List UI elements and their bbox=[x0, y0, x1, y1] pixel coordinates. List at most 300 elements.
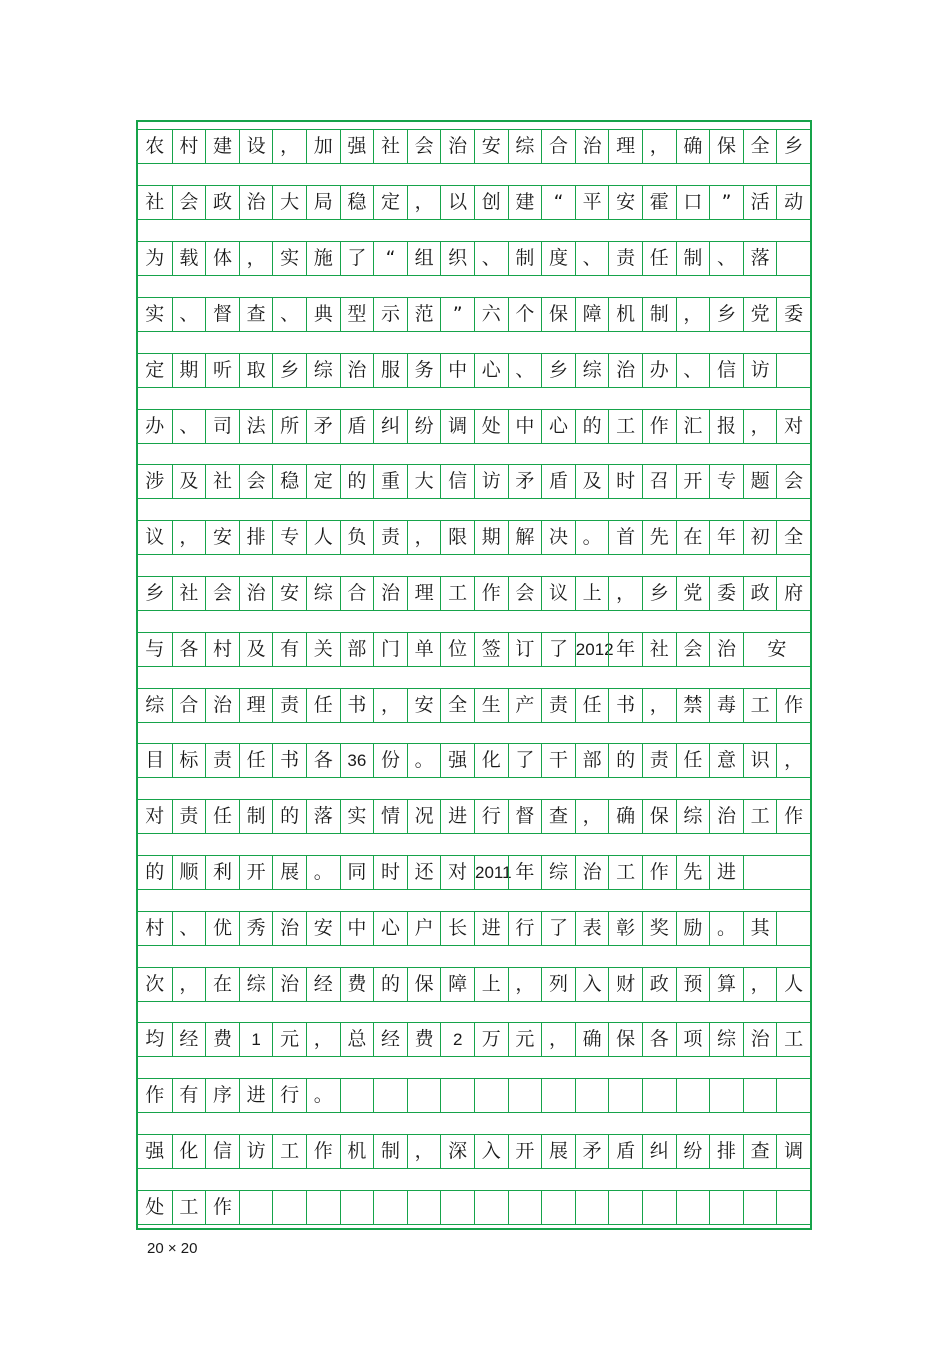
grid-cell: 安 bbox=[205, 521, 239, 554]
grid-cell bbox=[776, 242, 810, 275]
grid-cell: 列 bbox=[541, 968, 575, 1001]
grid-cell: 工 bbox=[743, 800, 777, 833]
grid-cell: ， bbox=[172, 521, 206, 554]
grid-cell bbox=[340, 1079, 374, 1112]
grid-cell: 的 bbox=[608, 744, 642, 777]
manuscript-grid bbox=[136, 120, 812, 1230]
grid-cell: 六 bbox=[474, 298, 508, 331]
grid-cell: 稳 bbox=[272, 465, 306, 498]
grid-cell: 工 bbox=[272, 1135, 306, 1168]
grid-cell: 心 bbox=[474, 354, 508, 387]
grid-cell: 治 bbox=[709, 633, 743, 666]
grid-cell: 作 bbox=[642, 856, 676, 889]
grid-cell: 责 bbox=[541, 689, 575, 722]
grid-cell bbox=[743, 1191, 777, 1224]
grid-cell: 年 bbox=[608, 633, 642, 666]
grid-cell: 型 bbox=[340, 298, 374, 331]
grid-cell: ， bbox=[407, 186, 441, 219]
grid-cell: 信 bbox=[440, 465, 474, 498]
grid-cell: 治 bbox=[239, 577, 273, 610]
grid-cell: 。 bbox=[575, 521, 609, 554]
grid-cell: 的 bbox=[575, 410, 609, 443]
grid-cell: 动 bbox=[776, 186, 810, 219]
grid-cell: 会 bbox=[172, 186, 206, 219]
grid-cell: 优 bbox=[205, 912, 239, 945]
grid-cell: 村 bbox=[145, 917, 165, 939]
grid-cell: 对 bbox=[145, 805, 165, 827]
grid-cell: 报 bbox=[709, 410, 743, 443]
grid-cell: 处 bbox=[474, 410, 508, 443]
grid-cell: 户 bbox=[407, 912, 441, 945]
grid-cell: 保 bbox=[541, 298, 575, 331]
grid-cell: 意 bbox=[709, 744, 743, 777]
grid-row bbox=[138, 688, 810, 723]
grid-cell: 政 bbox=[743, 577, 777, 610]
grid-cell: 全 bbox=[743, 130, 777, 163]
grid-cell: ， bbox=[642, 130, 676, 163]
grid-cell: 理 bbox=[239, 689, 273, 722]
grid-cell: 书 bbox=[340, 689, 374, 722]
grid-cell: 纠 bbox=[642, 1135, 676, 1168]
grid-cell: 责 bbox=[272, 689, 306, 722]
grid-cell: 行 bbox=[508, 912, 542, 945]
grid-cell: 工 bbox=[608, 410, 642, 443]
grid-cell: 毒 bbox=[709, 689, 743, 722]
grid-cell: 心 bbox=[373, 912, 407, 945]
grid-cell: 目 bbox=[145, 749, 165, 771]
grid-cell: 盾 bbox=[608, 1135, 642, 1168]
grid-cell bbox=[709, 1191, 743, 1224]
grid-cell: 会 bbox=[239, 465, 273, 498]
grid-cell bbox=[541, 1079, 575, 1112]
grid-cell: 了 bbox=[340, 242, 374, 275]
grid-cell: 、 bbox=[272, 298, 306, 331]
grid-cell: ” bbox=[709, 186, 743, 219]
grid-cell: 工 bbox=[172, 1191, 206, 1224]
grid-cell: 责 bbox=[608, 242, 642, 275]
grid-cell: 行 bbox=[272, 1079, 306, 1112]
grid-cell: 作 bbox=[205, 1191, 239, 1224]
grid-cell: 保 bbox=[608, 1023, 642, 1056]
grid-cell: 中 bbox=[340, 912, 374, 945]
grid-cell: ， bbox=[608, 577, 642, 610]
grid-cell: 委 bbox=[776, 298, 810, 331]
grid-cell: “ bbox=[373, 242, 407, 275]
grid-cell: 行 bbox=[474, 800, 508, 833]
grid-cell: 典 bbox=[306, 298, 340, 331]
grid-cell: 安 bbox=[306, 912, 340, 945]
grid-cell: 作 bbox=[145, 1084, 165, 1106]
grid-row bbox=[138, 520, 810, 555]
grid-cell: 保 bbox=[407, 968, 441, 1001]
grid-cell: 实 bbox=[145, 303, 165, 325]
grid-cell: 综 bbox=[145, 694, 165, 716]
grid-cell: 、 bbox=[508, 354, 542, 387]
grid-cell: 励 bbox=[676, 912, 710, 945]
grid-cell: ， bbox=[407, 521, 441, 554]
grid-cell: 盾 bbox=[340, 410, 374, 443]
grid-cell: 工 bbox=[743, 689, 777, 722]
grid-cell: 综 bbox=[306, 354, 340, 387]
grid-cell: 有 bbox=[172, 1079, 206, 1112]
grid-cell: 议 bbox=[541, 577, 575, 610]
grid-cell bbox=[474, 1191, 508, 1224]
grid-cell: 2011 bbox=[474, 856, 508, 889]
grid-cell: 合 bbox=[340, 577, 374, 610]
grid-cell: 召 bbox=[642, 465, 676, 498]
grid-cell: 开 bbox=[508, 1135, 542, 1168]
grid-cell: 专 bbox=[709, 465, 743, 498]
grid-cell: 确 bbox=[575, 1023, 609, 1056]
grid-cell: 奖 bbox=[642, 912, 676, 945]
grid-cell: 时 bbox=[373, 856, 407, 889]
grid-cell: 政 bbox=[642, 968, 676, 1001]
grid-cell: 制 bbox=[508, 242, 542, 275]
grid-row bbox=[138, 799, 810, 834]
grid-cell bbox=[306, 1191, 340, 1224]
grid-cell: 责 bbox=[205, 744, 239, 777]
grid-cell bbox=[440, 1191, 474, 1224]
grid-cell bbox=[642, 1191, 676, 1224]
grid-row bbox=[138, 855, 810, 890]
grid-cell: 会 bbox=[407, 130, 441, 163]
grid-cell: ， bbox=[306, 1023, 340, 1056]
grid-cell: 在 bbox=[676, 521, 710, 554]
grid-cell: 了 bbox=[541, 912, 575, 945]
grid-cell: 利 bbox=[205, 856, 239, 889]
grid-cell: 预 bbox=[676, 968, 710, 1001]
grid-cell: 村 bbox=[205, 633, 239, 666]
grid-cell bbox=[373, 1079, 407, 1112]
grid-row bbox=[138, 353, 810, 388]
grid-cell: 治 bbox=[608, 354, 642, 387]
grid-cell: 机 bbox=[340, 1135, 374, 1168]
grid-cell: 先 bbox=[642, 521, 676, 554]
grid-cell: 1 bbox=[239, 1023, 273, 1056]
grid-cell: 安 bbox=[272, 577, 306, 610]
grid-cell: 实 bbox=[340, 800, 374, 833]
grid-cell: 情 bbox=[373, 800, 407, 833]
grid-cell: 作 bbox=[776, 689, 810, 722]
grid-row bbox=[138, 576, 810, 611]
grid-cell: 份 bbox=[373, 744, 407, 777]
grid-row bbox=[138, 241, 810, 276]
grid-cell: 与 bbox=[145, 638, 165, 660]
grid-cell: 年 bbox=[709, 521, 743, 554]
grid-cell: 大 bbox=[407, 465, 441, 498]
grid-cell: 2 bbox=[440, 1023, 474, 1056]
grid-cell bbox=[272, 1191, 306, 1224]
grid-row bbox=[138, 1190, 810, 1225]
grid-cell: 全 bbox=[440, 689, 474, 722]
grid-cell: 专 bbox=[272, 521, 306, 554]
grid-cell: 识 bbox=[743, 744, 777, 777]
grid-cell: 排 bbox=[239, 521, 273, 554]
grid-cell: ， bbox=[272, 130, 306, 163]
grid-cell: 会 bbox=[776, 465, 810, 498]
grid-cell bbox=[743, 1079, 777, 1112]
grid-cell: 同 bbox=[340, 856, 374, 889]
grid-cell: 开 bbox=[239, 856, 273, 889]
grid-cell: 实 bbox=[272, 242, 306, 275]
grid-cell: 乡 bbox=[776, 130, 810, 163]
grid-cell: 督 bbox=[205, 298, 239, 331]
grid-cell: 载 bbox=[172, 242, 206, 275]
grid-cell: 综 bbox=[508, 130, 542, 163]
grid-cell: 综 bbox=[541, 856, 575, 889]
grid-cell: 门 bbox=[373, 633, 407, 666]
grid-cell: 访 bbox=[239, 1135, 273, 1168]
grid-cell: 强 bbox=[440, 744, 474, 777]
grid-cell bbox=[474, 1079, 508, 1112]
grid-cell: 治 bbox=[743, 1023, 777, 1056]
grid-cell: 信 bbox=[205, 1135, 239, 1168]
grid-cell: 落 bbox=[743, 242, 777, 275]
grid-cell: 为 bbox=[145, 247, 165, 269]
grid-cell: 处 bbox=[145, 1196, 165, 1218]
grid-cell: 先 bbox=[676, 856, 710, 889]
grid-cell bbox=[776, 354, 810, 387]
grid-cell: 治 bbox=[373, 577, 407, 610]
grid-cell bbox=[407, 1191, 441, 1224]
grid-cell bbox=[508, 1191, 542, 1224]
grid-cell: 综 bbox=[709, 1023, 743, 1056]
grid-cell bbox=[676, 1079, 710, 1112]
grid-cell bbox=[373, 1191, 407, 1224]
grid-cell: 年 bbox=[508, 856, 542, 889]
grid-cell: 的 bbox=[272, 800, 306, 833]
grid-cell: 进 bbox=[440, 800, 474, 833]
grid-cell: 秀 bbox=[239, 912, 273, 945]
grid-cell: 党 bbox=[676, 577, 710, 610]
grid-cell: 确 bbox=[608, 800, 642, 833]
grid-cell: 、 bbox=[172, 410, 206, 443]
grid-cell: 织 bbox=[440, 242, 474, 275]
grid-cell: 工 bbox=[776, 1023, 810, 1056]
grid-cell: 体 bbox=[205, 242, 239, 275]
grid-cell: 合 bbox=[541, 130, 575, 163]
grid-cell: 乡 bbox=[642, 577, 676, 610]
grid-cell: 作 bbox=[306, 1135, 340, 1168]
grid-cell bbox=[676, 1191, 710, 1224]
grid-cell: 的 bbox=[340, 465, 374, 498]
grid-row bbox=[138, 409, 810, 444]
grid-cell bbox=[608, 1079, 642, 1112]
grid-cell: 部 bbox=[340, 633, 374, 666]
grid-cell: 纷 bbox=[676, 1135, 710, 1168]
grid-cell: 标 bbox=[172, 744, 206, 777]
grid-cell: 入 bbox=[474, 1135, 508, 1168]
grid-cell: 法 bbox=[239, 410, 273, 443]
grid-cell: 示 bbox=[373, 298, 407, 331]
grid-cell: 落 bbox=[306, 800, 340, 833]
grid-cell: 解 bbox=[508, 521, 542, 554]
grid-cell: 、 bbox=[172, 298, 206, 331]
grid-cell: 负 bbox=[340, 521, 374, 554]
grid-cell: 定 bbox=[145, 359, 165, 381]
grid-cell: 制 bbox=[676, 242, 710, 275]
grid-cell: 综 bbox=[239, 968, 273, 1001]
grid-cell: 纷 bbox=[407, 410, 441, 443]
grid-cell: 排 bbox=[709, 1135, 743, 1168]
grid-cell: 制 bbox=[642, 298, 676, 331]
grid-cell: 社 bbox=[205, 465, 239, 498]
grid-cell: 理 bbox=[608, 130, 642, 163]
grid-cell: 展 bbox=[272, 856, 306, 889]
grid-cell: 开 bbox=[676, 465, 710, 498]
grid-cell: 费 bbox=[407, 1023, 441, 1056]
grid-cell bbox=[340, 1191, 374, 1224]
grid-row bbox=[138, 464, 810, 499]
grid-cell: ， bbox=[508, 968, 542, 1001]
grid-cell: 作 bbox=[776, 800, 810, 833]
grid-cell: 障 bbox=[575, 298, 609, 331]
grid-cell: 会 bbox=[205, 577, 239, 610]
grid-cell: 治 bbox=[440, 130, 474, 163]
grid-cell: 安 bbox=[407, 689, 441, 722]
grid-cell: 顺 bbox=[172, 856, 206, 889]
grid-cell: 矛 bbox=[306, 410, 340, 443]
grid-cell: 查 bbox=[541, 800, 575, 833]
grid-cell: 中 bbox=[440, 354, 474, 387]
grid-cell: 机 bbox=[608, 298, 642, 331]
grid-cell: 签 bbox=[474, 633, 508, 666]
grid-cell: 组 bbox=[407, 242, 441, 275]
grid-cell: 障 bbox=[440, 968, 474, 1001]
grid-cell: 创 bbox=[474, 186, 508, 219]
grid-row bbox=[138, 1134, 810, 1169]
grid-cell: 了 bbox=[508, 744, 542, 777]
grid-cell: 社 bbox=[172, 577, 206, 610]
grid-cell: 了 bbox=[541, 633, 575, 666]
grid-cell: 议 bbox=[145, 526, 165, 548]
grid-cell: 进 bbox=[474, 912, 508, 945]
grid-cell: 治 bbox=[272, 968, 306, 1001]
grid-cell: 关 bbox=[306, 633, 340, 666]
grid-cell: 设 bbox=[239, 130, 273, 163]
grid-cell: 经 bbox=[172, 1023, 206, 1056]
grid-cell: 其 bbox=[743, 912, 777, 945]
grid-cell: 表 bbox=[575, 912, 609, 945]
grid-cell: 还 bbox=[407, 856, 441, 889]
grid-cell: 责 bbox=[642, 744, 676, 777]
grid-cell: ， bbox=[172, 968, 206, 1001]
grid-cell: 产 bbox=[508, 689, 542, 722]
grid-cell bbox=[541, 1191, 575, 1224]
grid-cell: 各 bbox=[306, 744, 340, 777]
grid-cell: 及 bbox=[575, 465, 609, 498]
grid-cell: 盾 bbox=[541, 465, 575, 498]
grid-cell: 对 bbox=[776, 410, 810, 443]
grid-cell: 矛 bbox=[508, 465, 542, 498]
grid-cell: 干 bbox=[541, 744, 575, 777]
grid-cell: 范 bbox=[407, 298, 441, 331]
grid-cell: ， bbox=[676, 298, 710, 331]
grid-cell: 社 bbox=[373, 130, 407, 163]
grid-cell: 期 bbox=[474, 521, 508, 554]
grid-cell: 及 bbox=[172, 465, 206, 498]
grid-cell: 安 bbox=[474, 130, 508, 163]
grid-cell: 36 bbox=[340, 744, 374, 777]
grid-cell: 调 bbox=[440, 410, 474, 443]
grid-row bbox=[138, 1022, 810, 1057]
grid-cell bbox=[776, 912, 810, 945]
grid-cell: 彰 bbox=[608, 912, 642, 945]
grid-cell: 保 bbox=[642, 800, 676, 833]
grid-cell bbox=[776, 1079, 810, 1112]
grid-cell: 访 bbox=[474, 465, 508, 498]
grid-cell: 订 bbox=[508, 633, 542, 666]
grid-cell bbox=[575, 1079, 609, 1112]
grid-cell: ， bbox=[575, 800, 609, 833]
grid-cell: ， bbox=[407, 1135, 441, 1168]
grid-cell: “ bbox=[541, 186, 575, 219]
grid-cell: 治 bbox=[272, 912, 306, 945]
grid-cell: 况 bbox=[407, 800, 441, 833]
grid-cell: 访 bbox=[743, 354, 777, 387]
grid-cell: 治 bbox=[239, 186, 273, 219]
grid-cell: 位 bbox=[440, 633, 474, 666]
grid-cell bbox=[239, 1191, 273, 1224]
grid-cell: 强 bbox=[145, 1140, 165, 1162]
grid-cell: 治 bbox=[575, 130, 609, 163]
grid-cell: 算 bbox=[709, 968, 743, 1001]
grid-cell: 重 bbox=[373, 465, 407, 498]
grid-row bbox=[138, 632, 810, 667]
grid-cell bbox=[608, 1191, 642, 1224]
grid-cell: ” bbox=[440, 298, 474, 331]
grid-cell: 政 bbox=[205, 186, 239, 219]
grid-cell: 局 bbox=[306, 186, 340, 219]
grid-cell: ， bbox=[541, 1023, 575, 1056]
grid-cell: 办 bbox=[145, 415, 165, 437]
grid-cell: 定 bbox=[306, 465, 340, 498]
grid-cell: 对 bbox=[440, 856, 474, 889]
grid-cell: 的 bbox=[145, 861, 165, 883]
grid-cell: 社 bbox=[145, 191, 165, 213]
grid-cell: ， bbox=[743, 968, 777, 1001]
grid-cell: 乡 bbox=[272, 354, 306, 387]
grid-cell: 任 bbox=[676, 744, 710, 777]
grid-cell: 口 bbox=[676, 186, 710, 219]
grid-cell: 在 bbox=[205, 968, 239, 1001]
grid-cell: 活 bbox=[743, 186, 777, 219]
grid-cell: 人 bbox=[306, 521, 340, 554]
grid-row bbox=[138, 1078, 810, 1113]
grid-cell: 部 bbox=[575, 744, 609, 777]
grid-cell: 个 bbox=[508, 298, 542, 331]
grid-cell: 平 bbox=[575, 186, 609, 219]
grid-cell: 取 bbox=[239, 354, 273, 387]
grid-cell: 治 bbox=[575, 856, 609, 889]
grid-cell: 综 bbox=[575, 354, 609, 387]
grid-cell: 任 bbox=[575, 689, 609, 722]
grid-cell: 次 bbox=[145, 973, 165, 995]
grid-cell: 施 bbox=[306, 242, 340, 275]
grid-cell: 作 bbox=[642, 410, 676, 443]
grid-cell: 书 bbox=[272, 744, 306, 777]
grid-cell: 听 bbox=[205, 354, 239, 387]
grid-cell: 禁 bbox=[676, 689, 710, 722]
grid-cell: 安 bbox=[743, 633, 810, 666]
grid-cell: 2012 bbox=[575, 633, 609, 666]
grid-cell: 时 bbox=[608, 465, 642, 498]
grid-row bbox=[138, 967, 810, 1002]
grid-cell: 责 bbox=[373, 521, 407, 554]
grid-cell: 督 bbox=[508, 800, 542, 833]
grid-cell: 治 bbox=[709, 800, 743, 833]
grid-cell: 建 bbox=[205, 130, 239, 163]
